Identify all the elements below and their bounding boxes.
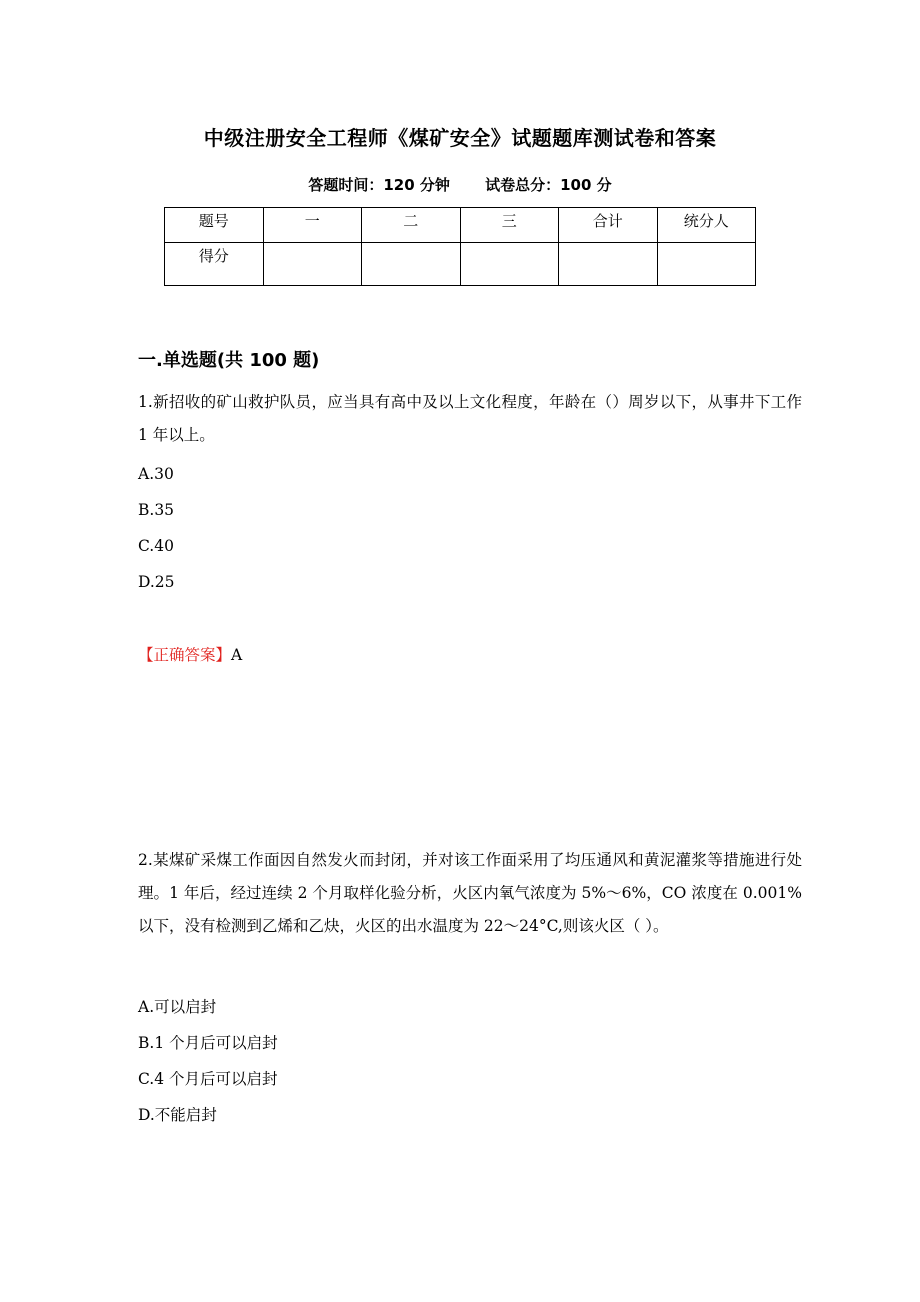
score-table-score-row xyxy=(165,243,756,286)
score-header-cell: 一 xyxy=(263,208,362,243)
question-1 xyxy=(138,386,802,452)
score-row-label: 得分 xyxy=(165,243,264,286)
score-cell xyxy=(362,243,461,286)
score-cell xyxy=(657,243,756,286)
score-header-cell: 三 xyxy=(460,208,559,243)
score-table-header-row xyxy=(165,208,756,243)
question-option: B.1 个月后可以启封 xyxy=(138,1034,278,1052)
question-option: A.30 xyxy=(138,465,174,483)
score-cell xyxy=(263,243,362,286)
question-stem: 2.某煤矿采煤工作面因自然发火而封闭，并对该工作面采用了均压通风和黄泥灌浆等措施进行处理。1 年后，经过连续 2 个月取样化验分析，火区内氧气浓度为 5%～6%，CO 浓度在 0.001%以下，没有检测到乙烯和乙炔，火区的出水温度为 22～24°C,则该火区（ ）。 xyxy=(138,851,802,935)
correct-answer xyxy=(138,643,242,665)
question-2 xyxy=(138,844,802,943)
question-option: B.35 xyxy=(138,501,175,519)
question-option: A.可以启封 xyxy=(138,998,217,1016)
section-title: 一.单选题(共 100 题) xyxy=(138,350,320,371)
question-option: D.25 xyxy=(138,573,175,591)
question-option: C.4 个月后可以启封 xyxy=(138,1070,278,1088)
exam-time: 答题时间：120 分钟 xyxy=(308,176,450,194)
score-header-cell: 合计 xyxy=(559,208,658,243)
question-option: C.40 xyxy=(138,537,174,555)
answer-value: A xyxy=(231,646,243,664)
score-header-cell: 统分人 xyxy=(657,208,756,243)
score-table xyxy=(164,207,756,286)
score-header-cell: 二 xyxy=(362,208,461,243)
exam-meta xyxy=(0,174,920,195)
question-option: D.不能启封 xyxy=(138,1106,217,1124)
exam-title: 中级注册安全工程师《煤矿安全》试题题库测试卷和答案 xyxy=(203,126,717,150)
question-stem: 1.新招收的矿山救护队员，应当具有高中及以上文化程度，年龄在（）周岁以下，从事井下工作 1 年以上。 xyxy=(138,393,802,444)
answer-label: 【正确答案】 xyxy=(138,646,232,664)
score-cell xyxy=(559,243,658,286)
exam-total-score: 试卷总分：100 分 xyxy=(485,176,612,194)
score-header-cell: 题号 xyxy=(165,208,264,243)
score-cell xyxy=(460,243,559,286)
